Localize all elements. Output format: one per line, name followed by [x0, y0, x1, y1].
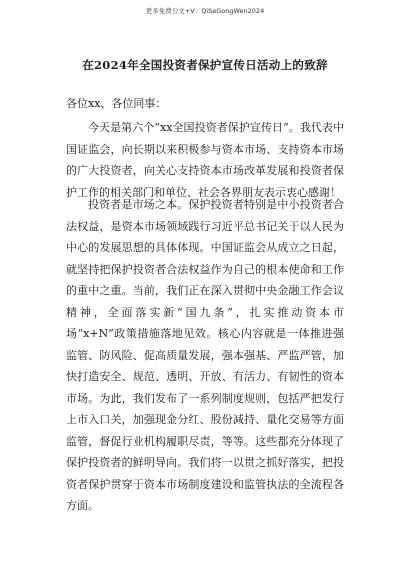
- paragraph-1: 今天是第六个“xx全国投资者保护宣传日”。我代表中国证监会，向长期以来积极参与资本市场、支持资本市场的广大投资者，向关心支持资本市场改革发展和投资者保护工作的相关部门和单位、社会各界朋友表示衷心感谢！: [66, 121, 344, 199]
- salutation: 各位xx、各位同事：: [66, 97, 167, 110]
- document-title: 在2024年全国投资者保护宣传日活动上的致辞: [82, 58, 328, 72]
- header-note: 更多免费公文+V：QiSeGongWen2024: [145, 7, 265, 15]
- paragraph-2: 投资者是市场之本。保护投资者特别是中小投资者合法权益，是资本市场领域践行习近平总书记关于以人民为中心的发展思想的具体体现。中国证监会从成立之日起，就坚持把保护投资者合法权益作为自己的根本使命和工作的重中之重。当前，我们正在深入贯彻中央金融工作会议精神，全面落实新“国九条”，扎实推动资本市场“x+N”政策措施落地见效。核心内容就是一体推进强监管、防风险、促高质量发展，强本强基、严监严管，加快打造安全、规范、透明、开放、有活力、有韧性的资本市场。为此，我们发布了一系列制度规则，包括严把发行上市入口关，加强现金分红、股份减持、量化交易等方面监管，督促行业机构履职尽责，等等。这些都充分体现了保护投资者的鲜明导向。我们将一以贯之抓好落实，把投资者保护贯穿于资本市场制度建设和监管执法的全流程各方面。: [66, 198, 344, 512]
